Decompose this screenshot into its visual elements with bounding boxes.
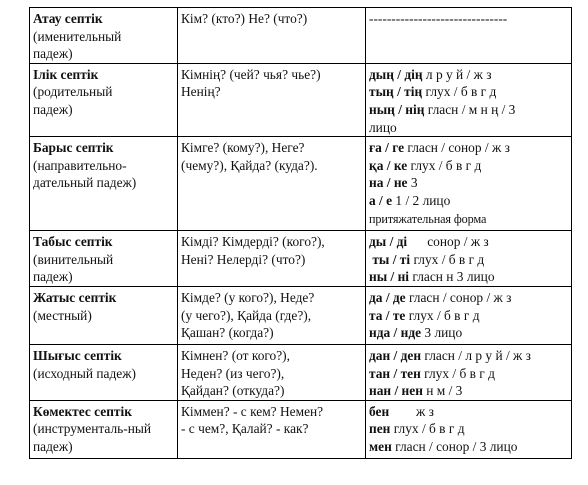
suffix-form: ны / ні <box>369 269 410 285</box>
questions-cell <box>178 286 366 344</box>
ending-line <box>369 210 568 229</box>
questions-cell <box>178 400 366 458</box>
ending-line <box>369 382 568 400</box>
ending-line <box>369 139 568 157</box>
endings-cell <box>366 8 572 64</box>
ending-line <box>369 365 568 383</box>
suffix-form: ты / ті <box>369 251 411 267</box>
suffix-form: қа / ке <box>369 157 408 173</box>
ending-line <box>369 119 568 137</box>
case-name: Шығыс септік <box>33 347 122 363</box>
suffix-condition: ------------------------------- <box>369 11 508 26</box>
suffix-form: да / де <box>369 289 406 305</box>
ending-line <box>369 174 568 192</box>
ending-line <box>369 307 568 325</box>
questions-cell <box>178 137 366 231</box>
suffix-form: тан / тен <box>369 365 421 381</box>
question-line: (чему?), Қайда? (куда?). <box>181 157 318 173</box>
suffix-condition: л р у й / ж з <box>422 66 492 82</box>
case-name: Ілік септік <box>33 66 99 82</box>
case-cell <box>30 63 178 136</box>
case-russian-name: (исходный падеж) <box>33 365 136 381</box>
case-russian-name: (инструменталь-ный падеж) <box>33 421 152 454</box>
case-cell <box>30 137 178 231</box>
suffix-condition: глух / б в г д <box>410 251 485 267</box>
case-name: Жатыс септік <box>33 289 117 305</box>
table-row <box>30 8 572 64</box>
question-line: Кімді? Кімдерді? (кого?), <box>181 234 325 250</box>
case-name: Көмектес септік <box>33 403 132 419</box>
suffix-condition: глух / б в г д <box>420 365 495 381</box>
endings-cell <box>366 137 572 231</box>
endings-cell <box>366 286 572 344</box>
table-row <box>30 231 572 287</box>
endings-cell <box>366 400 572 458</box>
suffix-condition: 3 лицо <box>421 325 463 341</box>
suffix-form: а / е <box>369 192 393 208</box>
case-name: Атау септік <box>33 11 103 26</box>
suffix-form: нан / нен <box>369 383 423 399</box>
table-row <box>30 286 572 344</box>
suffix-condition: гласн / л р у й / ж з <box>421 347 531 363</box>
ending-line <box>369 420 568 438</box>
question-line: Неден? (из чего?), <box>181 365 285 381</box>
suffix-form: ға / ге <box>369 140 405 156</box>
ending-line <box>369 101 568 119</box>
ending-line <box>369 192 568 210</box>
case-cell <box>30 231 178 287</box>
question-line: Ненің? <box>181 84 221 100</box>
suffix-condition: гласн / сонор / 3 лицо <box>391 438 518 454</box>
ending-line <box>369 438 568 456</box>
question-line: Қайдан? (откуда?) <box>181 383 285 399</box>
case-cell <box>30 344 178 400</box>
ending-line <box>369 268 568 286</box>
ending-line <box>369 233 568 251</box>
suffix-condition: 1 / 2 лицо <box>392 192 451 208</box>
case-russian-name: (родительный падеж) <box>33 84 113 117</box>
table-row <box>30 400 572 458</box>
suffix-condition: гласн / сонор / ж з <box>404 140 510 156</box>
suffix-form: пен <box>369 421 391 437</box>
suffix-form: ды / ді <box>369 234 408 250</box>
table-body <box>30 8 572 459</box>
table-row <box>30 137 572 231</box>
suffix-condition: лицо <box>369 119 397 135</box>
suffix-condition: гласн / сонор / ж з <box>405 289 512 305</box>
case-russian-name: (направительно- дательный падеж) <box>33 157 137 191</box>
case-name: Табыс септік <box>33 234 113 250</box>
question-line: - с чем?, Қалай? - как? <box>181 421 309 437</box>
question-line: (у чего?), Қайда (где?), <box>181 307 312 323</box>
question-line: Кімнен? (от кого?), <box>181 347 290 363</box>
ending-line <box>369 66 568 84</box>
suffix-form: та / те <box>369 307 406 323</box>
ending-line <box>369 347 568 365</box>
suffix-condition: н м / 3 <box>422 383 463 399</box>
question-line: Кімде? (у кого?), Неде? <box>181 289 315 305</box>
ending-line <box>369 251 568 269</box>
case-russian-name: (местный) <box>33 307 92 323</box>
ending-line <box>369 289 568 307</box>
question-line: Кіммен? - с кем? Немен? <box>181 403 324 419</box>
case-cell <box>30 8 178 64</box>
case-cell <box>30 400 178 458</box>
suffix-form: нда / нде <box>369 325 422 341</box>
questions-cell <box>178 63 366 136</box>
grammar-cases-table <box>29 7 572 459</box>
ending-line <box>369 157 568 175</box>
ending-line <box>369 10 568 28</box>
suffix-condition: гласн н 3 лицо <box>409 269 495 285</box>
question-line: Кім? (кто?) Не? (что?) <box>181 11 308 26</box>
suffix-condition: 3 <box>407 175 418 191</box>
suffix-form: бен <box>369 403 390 419</box>
endings-cell <box>366 63 572 136</box>
suffix-form: на / не <box>369 175 408 191</box>
endings-cell <box>366 231 572 287</box>
questions-cell <box>178 8 366 64</box>
question-line: Кімге? (кому?), Неге? <box>181 140 305 156</box>
table-row <box>30 344 572 400</box>
question-line: Нені? Нелерді? (что?) <box>181 251 306 267</box>
case-russian-name: (винительный падеж) <box>33 251 114 285</box>
ending-line <box>369 403 568 421</box>
suffix-form: дан / ден <box>369 347 422 363</box>
suffix-form: дың / дің <box>369 66 423 82</box>
questions-cell <box>178 231 366 287</box>
questions-cell <box>178 344 366 400</box>
endings-cell <box>366 344 572 400</box>
suffix-condition: притяжательная форма <box>369 211 487 226</box>
ending-line <box>369 83 568 101</box>
suffix-condition: глух / б в г д <box>407 157 482 173</box>
question-line: Қашан? (когда?) <box>181 325 274 341</box>
suffix-form: тың / тің <box>369 84 423 100</box>
case-cell <box>30 286 178 344</box>
suffix-form: мен <box>369 438 392 454</box>
case-name: Барыс септік <box>33 140 114 156</box>
question-line: Кімнің? (чей? чья? чье?) <box>181 66 321 82</box>
suffix-form: ның / нің <box>369 101 425 117</box>
ending-line <box>369 324 568 342</box>
suffix-condition: глух / б в г д <box>390 421 465 437</box>
suffix-condition: гласн / м н ң / 3 <box>424 101 516 117</box>
case-russian-name: (именительный падеж) <box>33 28 122 62</box>
suffix-condition: глух / б в г д <box>422 84 497 100</box>
suffix-condition: сонор / ж з <box>407 234 489 250</box>
table-row <box>30 63 572 136</box>
suffix-condition: глух / б в г д <box>405 307 480 323</box>
suffix-condition: ж з <box>389 403 434 419</box>
